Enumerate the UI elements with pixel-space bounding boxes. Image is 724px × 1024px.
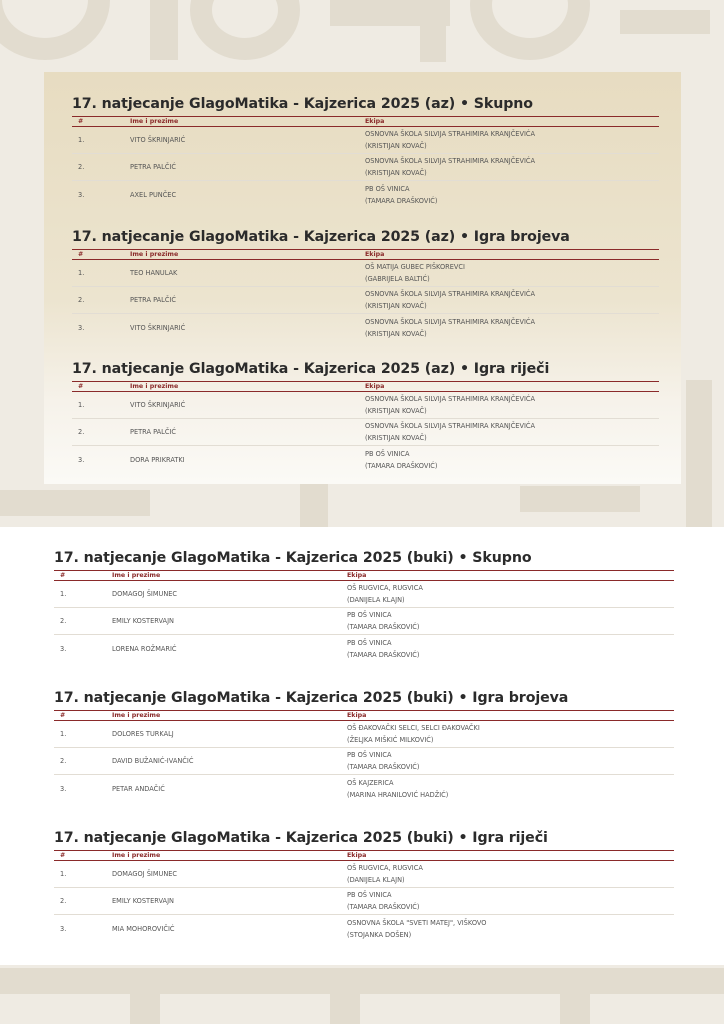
header-team: Ekipa — [365, 382, 385, 390]
row-name: PETRA PALČIĆ — [130, 163, 176, 171]
results-section-az-skupno — [72, 96, 659, 208]
header-name: Ime i prezime — [130, 251, 179, 258]
team-mentor: (TAMARA DRAŠKOVIĆ) — [347, 903, 420, 911]
results-section-buki-skupno — [54, 550, 674, 662]
team-mentor: (MARINA HRANILOVIĆ HADŽIĆ) — [347, 790, 449, 799]
row-rank: 1. — [60, 870, 67, 878]
row-rank: 2. — [60, 617, 67, 625]
row-team — [347, 609, 674, 633]
row-rank: 3. — [78, 323, 85, 332]
results-table — [72, 381, 659, 473]
row-name: MIA MOHOROVIČIĆ — [112, 924, 175, 933]
row-team — [365, 448, 659, 472]
table-row — [72, 314, 659, 341]
team-mentor: (KRISTIJAN KOVAČ) — [365, 329, 427, 338]
table-row — [54, 721, 674, 748]
header-rank: # — [60, 572, 66, 579]
row-rank: 1. — [78, 401, 85, 409]
row-team — [365, 155, 659, 179]
row-name: DAVID BUŽANIĆ-IVANČIĆ — [112, 757, 194, 765]
table-header — [54, 710, 674, 721]
header-team: Ekipa — [365, 117, 385, 125]
table-header — [54, 570, 674, 581]
section-title: 17. natjecanje GlagoMatika - Kajzerica 2025 (az) • Skupno — [72, 96, 533, 112]
row-team — [347, 722, 674, 746]
table-row — [72, 446, 659, 473]
row-name: DOMAGOJ ŠIMUNEC — [112, 870, 178, 878]
header-rank: # — [60, 712, 66, 719]
table-row — [72, 287, 659, 314]
row-team — [365, 316, 659, 340]
section-title: 17. natjecanje GlagoMatika - Kajzerica 2025 (az) • Igra brojeva — [72, 229, 570, 245]
results-table — [72, 116, 659, 208]
team-mentor: (TAMARA DRAŠKOVIĆ) — [347, 650, 420, 659]
team-mentor: (KRISTIJAN KOVAČ) — [365, 434, 427, 442]
row-team — [347, 777, 674, 801]
team-school: OSNOVNA ŠKOLA "SVETI MATEJ", VIŠKOVO — [347, 918, 487, 927]
row-rank: 3. — [78, 190, 85, 199]
row-rank: 2. — [60, 757, 67, 765]
team-school: PB OŠ VINICA — [365, 184, 410, 193]
team-mentor: (KRISTIJAN KOVAČ) — [365, 169, 427, 177]
row-name: PETAR ANDAČIĆ — [112, 784, 165, 793]
team-school: OSNOVNA ŠKOLA SILVIJA STRAHIMIRA KRANJČEVIĆA — [365, 157, 536, 165]
table-header — [72, 116, 659, 127]
table-header — [72, 381, 659, 392]
table-row — [54, 748, 674, 775]
row-rank: 2. — [78, 163, 85, 171]
section-title: 17. natjecanje GlagoMatika - Kajzerica 2025 (buki) • Skupno — [54, 550, 532, 566]
header-name: Ime i prezime — [130, 383, 179, 390]
row-rank: 1. — [78, 136, 85, 144]
row-name: DOMAGOJ ŠIMUNEC — [112, 590, 178, 598]
row-team — [347, 917, 674, 941]
table-row — [54, 915, 674, 942]
team-school: OSNOVNA ŠKOLA SILVIJA STRAHIMIRA KRANJČEVIĆA — [365, 130, 536, 138]
row-team — [347, 862, 674, 886]
results-table — [54, 710, 674, 802]
team-school: PB OŠ VINICA — [347, 638, 392, 647]
table-row — [54, 775, 674, 802]
team-mentor: (TAMARA DRAŠKOVIĆ) — [365, 461, 438, 470]
row-team — [365, 128, 659, 152]
team-mentor: (ŽELJKA MIŠKIĆ MILKOVIĆ) — [347, 736, 434, 744]
team-school: OŠ RUGVICA, RUGVICA — [347, 864, 423, 872]
team-mentor: (GABRIJELA BALTIĆ) — [365, 275, 430, 283]
table-row — [54, 635, 674, 662]
team-school: PB OŠ VINICA — [347, 751, 392, 759]
row-team — [347, 889, 674, 913]
table-row — [72, 181, 659, 208]
results-table — [54, 570, 674, 662]
table-row — [54, 888, 674, 915]
team-school: PB OŠ VINICA — [365, 449, 410, 458]
team-school: OSNOVNA ŠKOLA SILVIJA STRAHIMIRA KRANJČEVIĆA — [365, 290, 536, 298]
results-section-buki-igra-brojeva — [54, 690, 674, 802]
row-rank: 1. — [78, 269, 85, 277]
header-name: Ime i prezime — [130, 118, 179, 125]
row-team — [347, 749, 674, 773]
table-row — [72, 392, 659, 419]
team-mentor: (STOJANKA DOŠEN) — [347, 930, 412, 939]
team-school: OŠ KAJZERICA — [347, 778, 394, 787]
header-rank: # — [78, 251, 84, 258]
table-row — [72, 419, 659, 446]
team-school: OŠ MATIJA GUBEC PIŠKOREVCI — [365, 263, 465, 271]
header-name: Ime i prezime — [112, 712, 161, 719]
header-rank: # — [60, 852, 66, 859]
row-name: PETRA PALČIĆ — [130, 296, 176, 304]
row-name: VITO ŠKRINJARIĆ — [130, 323, 186, 332]
table-header — [54, 850, 674, 861]
team-mentor: (KRISTIJAN KOVAČ) — [365, 142, 427, 150]
row-team — [365, 261, 659, 285]
header-name: Ime i prezime — [112, 572, 161, 579]
row-name: PETRA PALČIĆ — [130, 428, 176, 436]
team-mentor: (KRISTIJAN KOVAČ) — [365, 407, 427, 415]
row-team — [365, 420, 659, 444]
row-team — [347, 637, 674, 661]
header-team: Ekipa — [347, 571, 367, 579]
team-school: OSNOVNA ŠKOLA SILVIJA STRAHIMIRA KRANJČEVIĆA — [365, 317, 536, 326]
row-rank: 1. — [60, 590, 67, 598]
results-section-az-igra-rijeci — [72, 361, 659, 473]
team-mentor: (DANIJELA KLAJN) — [347, 596, 405, 604]
row-team — [365, 288, 659, 312]
section-title: 17. natjecanje GlagoMatika - Kajzerica 2025 (buki) • Igra riječi — [54, 830, 548, 846]
row-rank: 3. — [60, 924, 67, 933]
row-name: DOLORES TURKALJ — [112, 730, 174, 738]
team-mentor: (DANIJELA KLAJN) — [347, 876, 405, 884]
row-rank: 2. — [78, 296, 85, 304]
row-name: EMILY KOSTERVAJN — [112, 897, 174, 905]
header-name: Ime i prezime — [112, 852, 161, 859]
section-title: 17. natjecanje GlagoMatika - Kajzerica 2025 (az) • Igra riječi — [72, 361, 550, 377]
team-school: PB OŠ VINICA — [347, 891, 392, 899]
row-team — [365, 183, 659, 207]
team-school: OŠ ĐAKOVAČKI SELCI, SELCI ĐAKOVAČKI — [347, 724, 480, 732]
row-rank: 2. — [60, 897, 67, 905]
team-school: OSNOVNA ŠKOLA SILVIJA STRAHIMIRA KRANJČEVIĆA — [365, 395, 536, 403]
row-name: DORA PRIKRATKI — [130, 455, 185, 464]
team-mentor: (TAMARA DRAŠKOVIĆ) — [365, 196, 438, 205]
row-rank: 1. — [60, 730, 67, 738]
results-table — [54, 850, 674, 942]
row-name: LORENA ROŽMARIĆ — [112, 644, 177, 653]
team-school: OSNOVNA ŠKOLA SILVIJA STRAHIMIRA KRANJČEVIĆA — [365, 422, 536, 430]
table-row — [72, 260, 659, 287]
table-row — [54, 608, 674, 635]
header-team: Ekipa — [347, 711, 367, 719]
row-rank: 3. — [60, 784, 67, 793]
row-team — [365, 393, 659, 417]
table-row — [72, 127, 659, 154]
header-rank: # — [78, 383, 84, 390]
team-school: OŠ RUGVICA, RUGVICA — [347, 584, 423, 592]
section-title: 17. natjecanje GlagoMatika - Kajzerica 2025 (buki) • Igra brojeva — [54, 690, 569, 706]
team-school: PB OŠ VINICA — [347, 611, 392, 619]
table-row — [54, 861, 674, 888]
row-rank: 3. — [78, 455, 85, 464]
row-name: TEO HANULAK — [130, 269, 178, 277]
row-name: VITO ŠKRINJARIĆ — [130, 136, 186, 144]
team-mentor: (TAMARA DRAŠKOVIĆ) — [347, 623, 420, 631]
row-name: VITO ŠKRINJARIĆ — [130, 401, 186, 409]
header-rank: # — [78, 118, 84, 125]
row-rank: 3. — [60, 644, 67, 653]
header-team: Ekipa — [365, 250, 385, 258]
team-mentor: (TAMARA DRAŠKOVIĆ) — [347, 763, 420, 771]
team-mentor: (KRISTIJAN KOVAČ) — [365, 302, 427, 310]
row-team — [347, 582, 674, 606]
header-team: Ekipa — [347, 851, 367, 859]
results-table — [72, 249, 659, 341]
table-header — [72, 249, 659, 260]
results-section-buki-igra-rijeci — [54, 830, 674, 942]
table-row — [72, 154, 659, 181]
results-section-az-igra-brojeva — [72, 229, 659, 341]
table-row — [54, 581, 674, 608]
row-name: AXEL PUNČEC — [130, 190, 177, 199]
row-name: EMILY KOSTERVAJN — [112, 617, 174, 625]
row-rank: 2. — [78, 428, 85, 436]
